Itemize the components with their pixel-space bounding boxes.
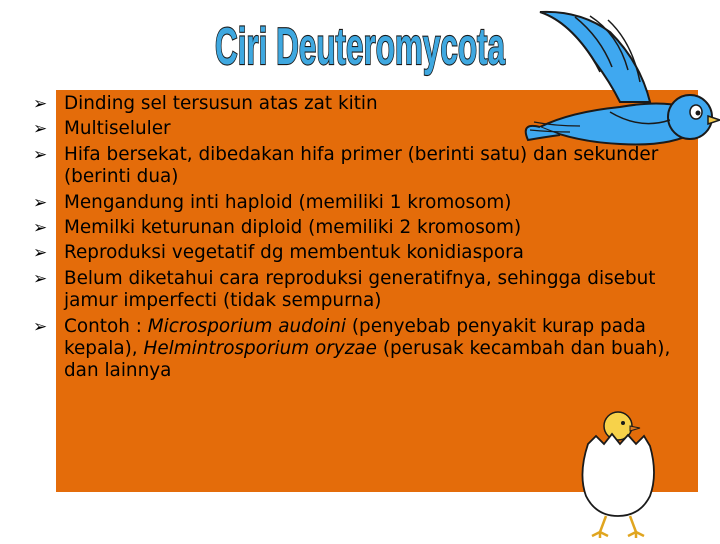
example-part: Contoh : xyxy=(64,315,148,337)
title-text: Ciri Deuteromycota xyxy=(215,18,506,76)
species-name: Microsporium audoini xyxy=(147,315,346,337)
arrow-bullet-icon: ➢ xyxy=(33,119,48,140)
title-wordart xyxy=(200,4,520,80)
bullet-text: Mengandung inti haploid (memiliki 1 kromosom) xyxy=(64,191,512,213)
slide-title xyxy=(200,4,520,80)
bluebird-clipart-icon xyxy=(500,2,720,152)
example-part: (perusak kecambah dan buah), dan lainnya xyxy=(64,338,671,382)
bullet-text: Hifa bersekat, dibedakan hifa primer (berinti satu) dan sekunder (berinti dua) xyxy=(64,143,659,188)
arrow-bullet-icon: ➢ xyxy=(33,144,48,165)
arrow-bullet-icon: ➢ xyxy=(33,218,48,239)
arrow-bullet-icon: ➢ xyxy=(33,192,48,213)
bullet-item xyxy=(30,192,700,214)
hatching-chick-icon xyxy=(570,404,665,540)
arrow-bullet-icon: ➢ xyxy=(33,94,48,114)
arrow-bullet-icon: ➢ xyxy=(33,268,48,289)
bullet-text: Multiseluler xyxy=(64,118,171,140)
bullet-item xyxy=(30,217,700,239)
example-part: (penyebab penyakit kurap pada kepala), xyxy=(64,315,646,360)
bullet-text: Belum diketahui cara reproduksi generatifnya, sehingga disebut jamur imperfecti (tidak sempurna) xyxy=(64,267,656,312)
arrow-bullet-icon: ➢ xyxy=(33,243,48,264)
bullet-item xyxy=(30,268,700,313)
bullet-text: Reproduksi vegetatif dg membentuk konidiaspora xyxy=(64,242,524,264)
bullet-text: Dinding sel tersusun atas zat kitin xyxy=(64,93,378,114)
arrow-bullet-icon: ➢ xyxy=(33,316,48,337)
species-name: Helmintrosporium oryzae xyxy=(143,338,377,360)
bullet-item xyxy=(30,242,700,264)
bullet-text-example xyxy=(64,316,670,382)
bullet-item-example xyxy=(30,316,700,383)
bullet-text: Memilki keturunan diploid (memiliki 2 kromosom) xyxy=(64,217,522,239)
